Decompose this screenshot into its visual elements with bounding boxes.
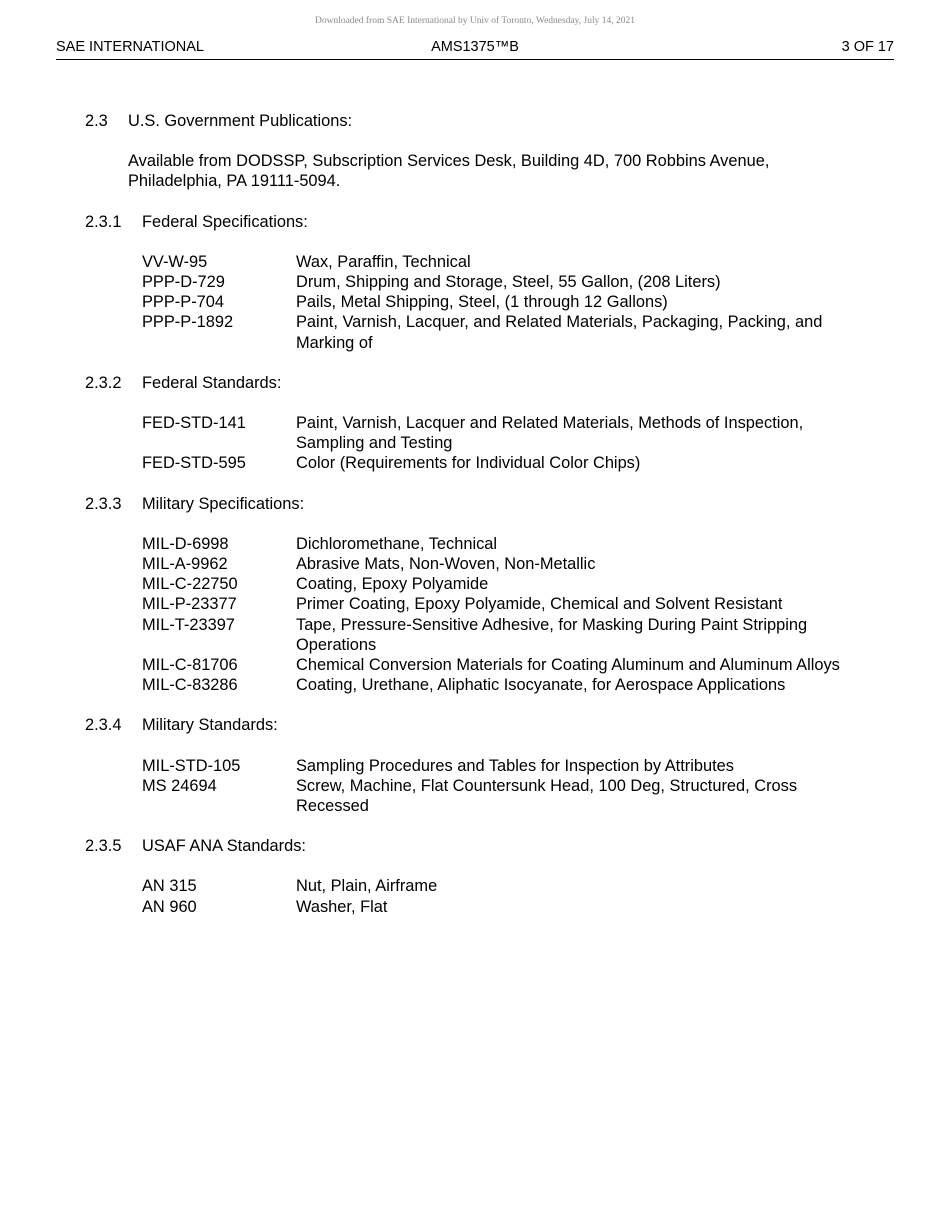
spec-list: [142, 413, 885, 474]
page-header: [56, 39, 894, 60]
spec-row: [142, 252, 885, 272]
spec-description: Drum, Shipping and Storage, Steel, 55 Gallon, (208 Liters): [296, 273, 721, 292]
document-body: [85, 111, 885, 917]
spec-code: FED-STD-141: [142, 414, 246, 433]
spec-description: Chemical Conversion Materials for Coating Aluminum and Aluminum Alloys: [296, 656, 840, 675]
spec-code: VV-W-95: [142, 252, 208, 271]
spec-row: [142, 413, 885, 453]
subsection-title: Military Standards:: [142, 716, 278, 735]
spec-description: Sampling Procedures and Tables for Inspection by Attributes: [296, 756, 734, 775]
spec-list: [142, 252, 885, 353]
spec-code: MIL-A-9962: [142, 555, 228, 574]
subsection-heading: [85, 494, 885, 514]
spec-row: [142, 554, 885, 574]
spec-description: Wax, Paraffin, Technical: [296, 252, 471, 271]
subsection-title: USAF ANA Standards:: [142, 837, 306, 856]
spec-code: AN 315: [142, 877, 197, 896]
availability-paragraph: Available from DODSSP, Subscription Services Desk, Building 4D, 700 Robbins Avenue, Philadelphia, PA 19111-5094.: [128, 152, 770, 191]
subsection-number: 2.3.1: [85, 212, 122, 231]
spec-row: [142, 655, 885, 675]
spec-description: Primer Coating, Epoxy Polyamide, Chemical and Solvent Resistant: [296, 595, 783, 614]
spec-description: Paint, Varnish, Lacquer, and Related Materials, Packaging, Packing, and Marking of: [296, 313, 823, 352]
document-number: AMS1375™B: [431, 39, 519, 55]
spec-row: [142, 574, 885, 594]
spec-row: [142, 453, 885, 473]
spec-row: [142, 272, 885, 292]
page-number: 3 OF 17: [841, 39, 894, 55]
section-heading: [85, 111, 885, 131]
subsection-title: Federal Standards:: [142, 373, 282, 392]
spec-row: [142, 534, 885, 554]
spec-row: [142, 876, 885, 896]
spec-code: PPP-P-704: [142, 293, 224, 312]
spec-row: [142, 312, 885, 352]
spec-code: MIL-P-23377: [142, 595, 237, 614]
spec-code: MIL-T-23397: [142, 615, 235, 634]
spec-list: [142, 876, 885, 916]
spec-code: PPP-D-729: [142, 273, 225, 292]
subsection-number: 2.3.5: [85, 837, 122, 856]
spec-row: [142, 776, 885, 816]
spec-description: Screw, Machine, Flat Countersunk Head, 100 Deg, Structured, Cross Recessed: [296, 776, 798, 816]
spec-description: Dichloromethane, Technical: [296, 534, 498, 553]
subsection-number: 2.3.2: [85, 373, 122, 392]
subsection-heading: [85, 212, 885, 232]
subsection-heading: [85, 373, 885, 393]
spec-code: MIL-STD-105: [142, 756, 241, 775]
spec-list: [142, 756, 885, 817]
spec-code: MIL-C-83286: [142, 676, 238, 695]
spec-description: Color (Requirements for Individual Color Chips): [296, 454, 641, 473]
subsection-number: 2.3.4: [85, 716, 122, 735]
subsection-heading: [85, 715, 885, 735]
spec-row: [142, 292, 885, 312]
subsection-title: Military Specifications:: [142, 494, 305, 513]
spec-code: MIL-C-81706: [142, 656, 238, 675]
subsection-heading: [85, 836, 885, 856]
spec-description: Pails, Metal Shipping, Steel, (1 through 12 Gallons): [296, 293, 668, 312]
publisher-name: SAE INTERNATIONAL: [56, 39, 204, 55]
spec-description: Nut, Plain, Airframe: [296, 877, 438, 896]
spec-description: Washer, Flat: [296, 897, 388, 916]
spec-list: [142, 534, 885, 696]
spec-description: Coating, Urethane, Aliphatic Isocyanate, for Aerospace Applications: [296, 676, 786, 695]
spec-row: [142, 615, 885, 655]
section-title: U.S. Government Publications:: [128, 112, 353, 130]
spec-row: [142, 675, 885, 695]
spec-description: Coating, Epoxy Polyamide: [296, 575, 489, 594]
spec-code: MS 24694: [142, 776, 217, 795]
spec-row: [142, 756, 885, 776]
subsection-title: Federal Specifications:: [142, 212, 308, 231]
spec-row: [142, 594, 885, 614]
spec-description: Abrasive Mats, Non-Woven, Non-Metallic: [296, 555, 596, 574]
section-number: 2.3: [85, 112, 108, 130]
spec-code: AN 960: [142, 897, 197, 916]
subsection-number: 2.3.3: [85, 494, 122, 513]
spec-code: FED-STD-595: [142, 454, 246, 473]
spec-code: MIL-C-22750: [142, 575, 238, 594]
spec-description: Paint, Varnish, Lacquer and Related Materials, Methods of Inspection, Sampling and Testing: [296, 414, 804, 453]
spec-description: Tape, Pressure-Sensitive Adhesive, for Masking During Paint Stripping Operations: [296, 615, 808, 654]
download-watermark: Downloaded from SAE International by Univ of Toronto, Wednesday, July 14, 2021: [314, 16, 636, 26]
spec-code: MIL-D-6998: [142, 534, 229, 553]
spec-row: [142, 897, 885, 917]
spec-code: PPP-P-1892: [142, 313, 234, 332]
